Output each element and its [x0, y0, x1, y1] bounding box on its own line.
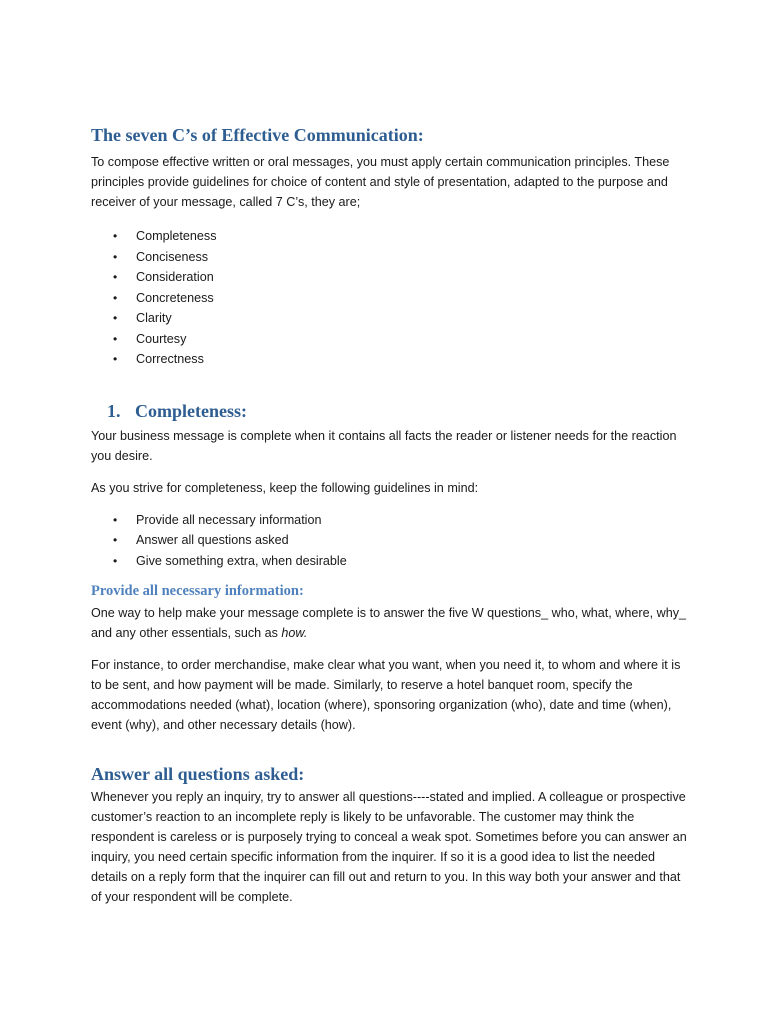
- guidelines-list: [91, 510, 691, 572]
- list-item: • Correctness: [91, 349, 691, 370]
- intro-paragraph: To compose effective written or oral messages, you must apply certain communication principles. These principles provide guidelines for choice of content and style of presentation, adapted to the purpose and receiver of your message, called 7 C’s, they are;: [91, 155, 670, 209]
- bullet-icon: •: [113, 290, 118, 305]
- bullet-icon: •: [113, 229, 118, 243]
- bullet-icon: •: [113, 331, 118, 346]
- answer-questions-paragraph: Whenever you reply an inquiry, try to answer all questions----stated and implied. A colleague or prospective customer’s reaction to an incomplete reply is likely to be unfavorable. The customer may think the respondent is careless or is purposely trying to conceal a weak spot. Sometimes before you can answer an inquiry, you need certain specific information from the inquirer. If so it is a good idea to list the needed details on a reply form that the inquirer can fill out and return to you. In this way both your answer and that of your respondent will be complete.: [91, 790, 687, 904]
- list-item: • Give something extra, when desirable: [91, 551, 691, 572]
- list-item: • Courtesy: [91, 329, 691, 350]
- seven-cs-list: [91, 226, 691, 370]
- list-item: • Answer all questions asked: [91, 530, 691, 551]
- list-item: • Conciseness: [91, 247, 691, 268]
- bullet-icon: •: [113, 311, 118, 325]
- bullet-icon: •: [113, 352, 118, 366]
- merchandise-paragraph: For instance, to order merchandise, make clear what you want, when you need it, to whom and where it is to be sent, and how payment will be made. Similarly, to reserve a hotel banquet room, specify the accommodations needed (what), location (where), sponsoring organization (who), date and time (when), event (why), and other necessary details (how).: [91, 658, 681, 732]
- section-heading-completeness: [91, 400, 691, 422]
- bullet-icon: •: [113, 553, 118, 568]
- completeness-paragraph: Your business message is complete when it contains all facts the reader or listener needs for the reaction you desire.: [91, 428, 677, 463]
- list-item: • Concreteness: [91, 288, 691, 309]
- section-number: 1.: [107, 400, 121, 421]
- list-item: • Completeness: [91, 226, 691, 247]
- bullet-icon: •: [113, 512, 118, 527]
- subheading-provide-info: Provide all necessary information:: [91, 583, 304, 599]
- document-body: [91, 124, 691, 907]
- bullet-icon: •: [113, 533, 118, 547]
- guidelines-intro-paragraph: As you strive for completeness, keep the following guidelines in mind:: [91, 480, 479, 495]
- bullet-icon: •: [113, 249, 118, 264]
- list-item: • Consideration: [91, 267, 691, 288]
- subheading-answer-questions: Answer all questions asked:: [91, 764, 305, 784]
- section-title: Completeness:: [135, 400, 247, 421]
- five-w-paragraph: One way to help make your message complete is to answer the five W questions_ who, what, where, why_ and any other essentials, such as how.: [91, 606, 686, 640]
- bullet-icon: •: [113, 270, 118, 284]
- list-item: • Clarity: [91, 308, 691, 329]
- page-title: The seven C’s of Effective Communication:: [91, 125, 424, 145]
- list-item: • Provide all necessary information: [91, 510, 691, 531]
